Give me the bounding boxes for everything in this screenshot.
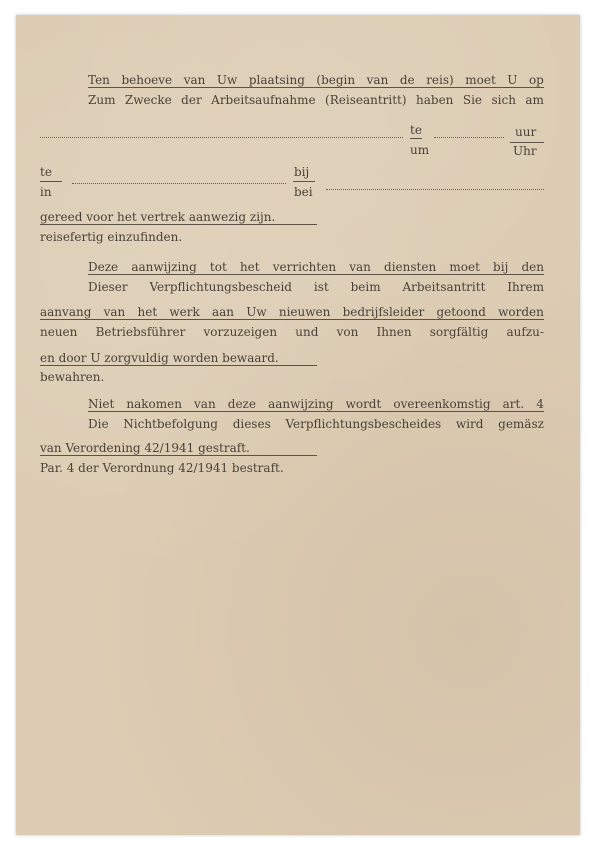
word: van (194, 397, 216, 411)
word: sich (491, 93, 516, 107)
label-uhr: Uhr (513, 144, 537, 158)
word: van (183, 73, 206, 87)
word: aufzu- (506, 325, 544, 339)
word: behoeve (121, 73, 173, 87)
word: bedrijfsleider (342, 305, 425, 319)
word: bij (493, 260, 509, 274)
word: Die (88, 417, 109, 431)
p3-dutch-line-2: van Verordening 42/1941 gestraft. (40, 441, 317, 456)
word: vorzuzeigen (203, 325, 278, 339)
te-rule (40, 181, 62, 182)
word: Zum (88, 93, 116, 107)
word: getoond (436, 305, 486, 319)
word: worden (498, 305, 544, 319)
word: aan (211, 305, 235, 319)
p3-german-line-2: Par. 4 der Verordnung 42/1941 bestraft. (40, 461, 284, 475)
word: Ihnen (376, 325, 412, 339)
word: den (521, 260, 544, 274)
word: Ihrem (507, 280, 544, 294)
word: wordt (345, 397, 382, 411)
word: op (528, 73, 544, 87)
blank-date-field[interactable] (40, 137, 403, 138)
p3-dutch-line-1 (88, 397, 544, 412)
word: Zwecke (124, 93, 172, 107)
word: aanwijzing (268, 397, 334, 411)
word: dieses (232, 417, 271, 431)
word: Sie (462, 93, 483, 107)
p2-dutch-line-3: en door U zorgvuldig worden bewaard. (40, 351, 317, 366)
word: Ten (88, 73, 110, 87)
p2-german-line-3: bewahren. (40, 370, 105, 384)
word: Verpflichtungsbescheid (149, 280, 292, 294)
word: het (137, 305, 158, 319)
word: Uw (216, 73, 238, 87)
label-uur: uur (515, 125, 537, 139)
blank-place-field[interactable] (72, 183, 286, 184)
word: Arbeitsaufnahme (211, 93, 316, 107)
p1-german-line (88, 93, 544, 107)
word: nakomen (126, 397, 182, 411)
p2-dutch-line-1 (88, 260, 544, 275)
uur-rule (510, 142, 544, 143)
word: (begin (316, 73, 356, 87)
word: moet (449, 260, 480, 274)
word: moet (465, 73, 496, 87)
word: am (525, 93, 544, 107)
word: von (336, 325, 359, 339)
word: gemäsz (498, 417, 544, 431)
word: sorgfältig (429, 325, 489, 339)
word: aanwijzing (131, 260, 197, 274)
p2-german-line-1 (88, 280, 544, 294)
blank-time-field[interactable] (434, 137, 504, 138)
p2-dutch-line-2 (40, 305, 544, 320)
word: ist (313, 280, 329, 294)
word: plaatsing (248, 73, 305, 87)
word: U (507, 73, 518, 87)
word: deze (227, 397, 256, 411)
line3-dutch: gereed voor het vertrek aanwezig zijn. (40, 210, 317, 225)
p2-german-line-2 (40, 325, 544, 339)
word: Arbeitsantritt (402, 280, 486, 294)
bij-rule (293, 181, 315, 182)
word: Deze (88, 260, 119, 274)
word: aanvang (40, 305, 92, 319)
label-bij: bij (294, 165, 310, 179)
word: Niet (88, 397, 115, 411)
word: art. (502, 397, 525, 411)
label-um: um (410, 143, 430, 157)
blank-contact-field[interactable] (326, 189, 544, 190)
label-te-1: te (410, 123, 422, 137)
word: de (399, 73, 415, 87)
word: diensten (384, 260, 437, 274)
word: Verpflichtungsbescheides (285, 417, 442, 431)
word: van (366, 73, 389, 87)
word: verrichten (272, 260, 337, 274)
word: werk (169, 305, 200, 319)
word: haben (416, 93, 454, 107)
word: Betriebsführer (95, 325, 186, 339)
label-bei: bei (294, 185, 313, 199)
p3-german-line-1 (88, 417, 544, 431)
word: van (349, 260, 371, 274)
word: nieuwen (278, 305, 331, 319)
label-te-2: te (40, 165, 52, 179)
word: beim (350, 280, 381, 294)
word: und (295, 325, 319, 339)
word: Nichtbefolgung (123, 417, 218, 431)
label-in: in (40, 185, 52, 199)
word: der (181, 93, 202, 107)
word: het (239, 260, 260, 274)
p1-dutch-line (88, 73, 544, 88)
word: van (103, 305, 126, 319)
line3-german: reisefertig einzufinden. (40, 230, 183, 244)
word: Uw (246, 305, 267, 319)
word: overeenkomstig (393, 397, 491, 411)
word: 4 (536, 397, 544, 411)
word: wird (455, 417, 484, 431)
word: neuen (40, 325, 78, 339)
word: (Reiseantritt) (325, 93, 407, 107)
word: reis) (426, 73, 454, 87)
word: tot (209, 260, 227, 274)
word: Dieser (88, 280, 128, 294)
